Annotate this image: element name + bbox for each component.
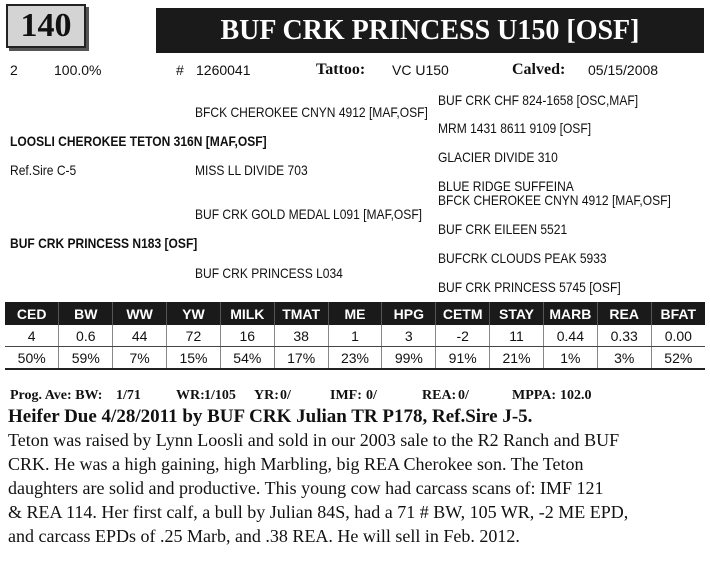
calved-value: 05/15/2008 [588,62,659,78]
pedigree-dam-sire: BUF CRK GOLD MEDAL L091 [MAF,OSF] [195,206,423,222]
epd-header: WW [113,302,167,325]
pedigree-dam: BUF CRK PRINCESS N183 [OSF] [10,235,198,251]
prog-imf-label: IMF: [330,388,362,403]
epd-header: TMAT [274,302,328,325]
epd-header: MARB [543,302,597,325]
epd-percentile-row [5,347,705,370]
prog-mppa-label: MPPA: [512,388,557,403]
epd-value: 4 [5,325,59,347]
prog-bw-value: 1/71 [116,388,141,403]
epd-value: 0.44 [543,325,597,347]
epd-header: REA [597,302,651,325]
notes-line: and carcass EPDs of .25 Marb, and .38 REA. He will sell in Feb. 2012. [8,526,520,546]
epd-percentile: 54% [220,347,274,370]
epd-percentile: 7% [113,347,167,370]
pedigree-sss: BUF CRK CHF 824-1658 [OSC,MAF] [438,92,639,108]
prog-wr-label: WR: [176,388,205,403]
prog-yr-value: 0/ [280,388,291,403]
prog-rea-label: REA: [422,388,457,403]
pedigree-sire-dam: MISS LL DIVIDE 703 [195,162,308,178]
epd-header: CED [5,302,59,325]
epd-header: HPG [382,302,436,325]
pedigree-dam-dam: BUF CRK PRINCESS L034 [195,265,343,281]
pedigree-sdd: BLUE RIDGE SUFFEINA [438,178,574,194]
tattoo-value: VC U150 [392,62,449,78]
epd-values-row [5,325,705,347]
epd-value: 44 [113,325,167,347]
pedigree-ssd: MRM 1431 8611 9109 [OSF] [438,120,592,136]
prog-mppa-value: 102.0 [560,388,592,403]
notes-paragraph [8,428,708,548]
pedigree-sds: GLACIER DIVIDE 310 [438,149,558,165]
prog-yr-label: YR: [254,388,279,403]
epd-value: 0.00 [651,325,705,347]
epd-value: 0.6 [59,325,113,347]
epd-header: STAY [490,302,544,325]
epd-value: 38 [274,325,328,347]
epd-percentile: 99% [382,347,436,370]
epd-header: BFAT [651,302,705,325]
epd-header-row [5,302,705,325]
heifer-due: Heifer Due 4/28/2011 by BUF CRK Julian TR P178, Ref.Sire J-5. [8,406,533,427]
epd-header: CETM [436,302,490,325]
epd-value: 0.33 [597,325,651,347]
pedigree-sire: LOOSLI CHEROKEE TETON 316N [MAF,OSF] [10,133,267,149]
reg-number: 1260041 [196,62,251,78]
animal-name-title: BUF CRK PRINCESS U150 [OSF] [156,8,704,53]
epd-percentile: 15% [167,347,221,370]
info-count: 2 [10,62,18,78]
epd-value: 3 [382,325,436,347]
pedigree-ddd: BUF CRK PRINCESS 5745 [OSF] [438,279,621,295]
info-percent: 100.0% [54,62,102,78]
epd-value: -2 [436,325,490,347]
epd-percentile: 3% [597,347,651,370]
notes-line: Teton was raised by Lynn Loosli and sold in our 2003 sale to the R2 Ranch and BUF [8,430,620,450]
notes-line: CRK. He was a high gaining, high Marbling, big REA Cherokee son. The Teton [8,454,584,474]
notes-line: daughters are solid and productive. This young cow had carcass scans of: IMF 121 [8,478,604,498]
epd-percentile: 17% [274,347,328,370]
epd-value: 1 [328,325,382,347]
notes-line: & REA 114. Her first calf, a bull by Julian 84S, had a 71 # BW, 105 WR, -2 ME EPD, [8,502,629,522]
epd-percentile: 91% [436,347,490,370]
prog-rea-value: 0/ [458,388,469,403]
epd-header: ME [328,302,382,325]
epd-percentile: 59% [59,347,113,370]
pedigree-sire-sire: BFCK CHEROKEE CNYN 4912 [MAF,OSF] [195,104,428,120]
epd-value: 72 [167,325,221,347]
epd-percentile: 1% [543,347,597,370]
epd-value: 11 [490,325,544,347]
epd-header: YW [167,302,221,325]
prog-bw-label: Prog. Ave: BW: [10,388,103,403]
epd-percentile: 50% [5,347,59,370]
epd-value: 16 [220,325,274,347]
tattoo-label: Tattoo: [316,61,366,78]
pedigree-ref-sire: Ref.Sire C-5 [10,162,77,178]
epd-percentile: 21% [490,347,544,370]
epd-percentile: 23% [328,347,382,370]
reg-label: # [176,62,184,78]
epd-header: BW [59,302,113,325]
pedigree-dss: BFCK CHEROKEE CNYN 4912 [MAF,OSF] [438,192,671,208]
calved-label: Calved: [512,61,566,78]
prog-wr-value: 1/105 [204,388,236,403]
epd-percentile: 52% [651,347,705,370]
prog-imf-value: 0/ [366,388,377,403]
epd-header: MILK [220,302,274,325]
pedigree-dsd: BUF CRK EILEEN 5521 [438,221,568,237]
epd-table [5,302,705,370]
pedigree-dds: BUFCRK CLOUDS PEAK 5933 [438,250,607,266]
lot-number: 140 [6,4,86,48]
